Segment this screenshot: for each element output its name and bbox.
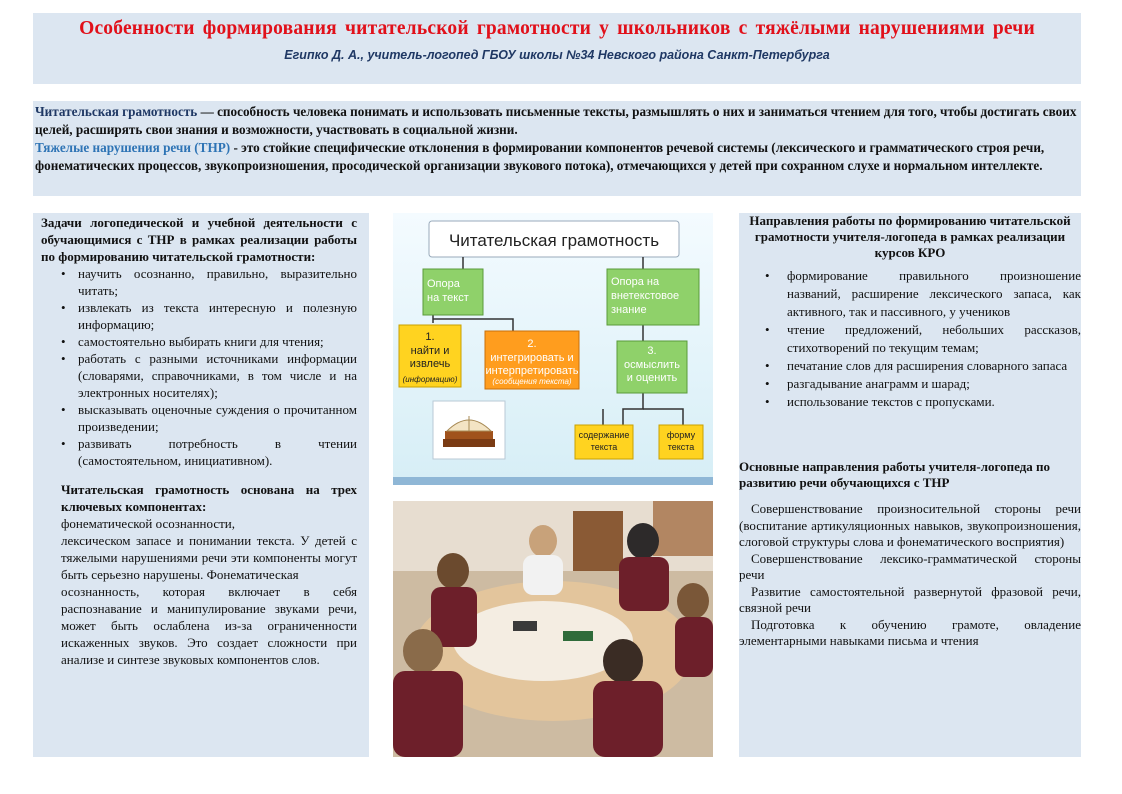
classroom-photo xyxy=(393,501,713,757)
box1-label: 1. найти и извлечь xyxy=(409,331,451,370)
left-panel xyxy=(33,213,369,757)
thr-term: Тяжелые нарушения речи (ТНР) xyxy=(35,140,231,155)
classroom-photo-svg xyxy=(393,501,713,757)
box2-note: (сообщения текста) xyxy=(492,377,572,386)
main-directions-title: Основные направления работы учителя-логопеда по развитию речи обучающихся с ТНР xyxy=(739,459,1051,490)
list-item: • печатание слов для расширения словарного запаса xyxy=(765,358,1068,373)
list-item: • извлекать из текста интересную и полезную информацию; xyxy=(61,300,357,332)
box-text-support-label: Опора на текст xyxy=(427,278,469,304)
box3-label: 3. осмыслить и оценить xyxy=(624,345,680,384)
list-item: • работать с разными источниками информации (словарями, справочниками, в том числе и на электронных носителях); xyxy=(61,351,357,400)
components-text-3: осознанность, которая включает в себя распознавание и манипулирование звуками речи, может быть ослаблена из-за ограниченности искаженных звуков. Это создает сложности при анализе и синтезе звуковых компонентов слов. xyxy=(61,584,357,667)
right-panel xyxy=(739,213,1081,757)
components-text-1: фонематической осознанности, xyxy=(61,516,235,531)
list-item: • развивать потребность в чтении (самостоятельном, инициативном). xyxy=(61,436,357,468)
box-nontext-support-label: Опора на внетекстовое знание xyxy=(611,276,680,316)
list-item: • научить осознанно, правильно, выразительно читать; xyxy=(61,266,357,298)
reading-literacy-definition: — способность человека понимать и использовать письменные тексты, размышлять о них и заниматься чтением для того, чтобы достигать своих целей, расширять свои знания и возможности, участвовать в социальной жизни. xyxy=(35,104,1077,137)
box1-note: (информацию) xyxy=(402,375,458,384)
diagram-svg xyxy=(393,213,713,485)
list-item: • разгадывание анаграмм и шарад; xyxy=(765,376,970,391)
components-title: Читательская грамотность основана на трех ключевых компонентах: xyxy=(61,482,357,514)
list-item: • формирование правильного произношение названий, расширение лексического запаса, как активного, так и пассивного, у учеников xyxy=(765,268,1081,319)
main-directions-list xyxy=(739,501,1081,650)
directions-list xyxy=(739,267,1081,411)
definitions-panel xyxy=(33,101,1081,196)
list-item: • использование текстов с пропусками. xyxy=(765,394,995,409)
list-item: • чтение предложений, небольших рассказов, стихотворений по текущим темам; xyxy=(765,322,1081,355)
books-icon xyxy=(433,401,505,459)
list-item: Подготовка к обучению грамоте, овладение элементарными навыками письма и чтения xyxy=(739,616,1081,648)
leaf2-label: форму текста xyxy=(666,430,696,452)
box2-label: 2. интегрировать и интерпретировать xyxy=(485,338,579,377)
list-item: • высказывать оценочные суждения о прочитанном произведении; xyxy=(61,402,357,434)
list-item: • самостоятельно выбирать книги для чтения; xyxy=(61,334,324,349)
directions-title: Направления работы по формированию читательской грамотности учителя-логопеда в рамках реализации курсов КРО xyxy=(749,213,1071,260)
reading-literacy-term: Читательская грамотность xyxy=(35,104,198,119)
tasks-title: Задачи логопедической и учебной деятельности с обучающимися с ТНР в рамках реализации работы по формированию читательской грамотности: xyxy=(41,215,357,264)
list-item: Совершенствование лексико-грамматической стороны речи xyxy=(739,550,1081,582)
components-text-2: лексическом запасе и понимании текста. У детей с тяжелыми нарушениями речи эти компоненты могут быть серьезно нарушены. Фонематическая xyxy=(61,533,357,582)
leaf1-label: содержание текста xyxy=(578,430,630,452)
thr-definition: - это стойкие специфические отклонения в формировании компонентов речевой системы (лексического и грамматического строя речи, фонематических процессов, звукопроизношения, просодической организации звукового потока), отмечающихся у детей при сохранном слухе и нормальном интеллекте. xyxy=(35,140,1045,173)
list-item: Совершенствование произносительной стороны речи (воспитание артикуляционных навыков, звукопроизношения, слоговой структуры слова и фонематического восприятия) xyxy=(739,501,1081,549)
diagram-title: Читательская грамотность xyxy=(448,231,660,250)
tasks-list xyxy=(41,265,357,469)
author-line: Египко Д. А., учитель-логопед ГБОУ школы №34 Невского района Санкт-Петербурга xyxy=(284,48,830,62)
page-title: Особенности формирования читательской грамотности у школьников с тяжёлыми нарушениями речи xyxy=(79,18,1035,39)
list-item: Развитие самостоятельной развернутой фразовой речи, связной речи xyxy=(739,583,1081,615)
literacy-diagram xyxy=(393,213,713,485)
header-panel xyxy=(33,13,1081,84)
